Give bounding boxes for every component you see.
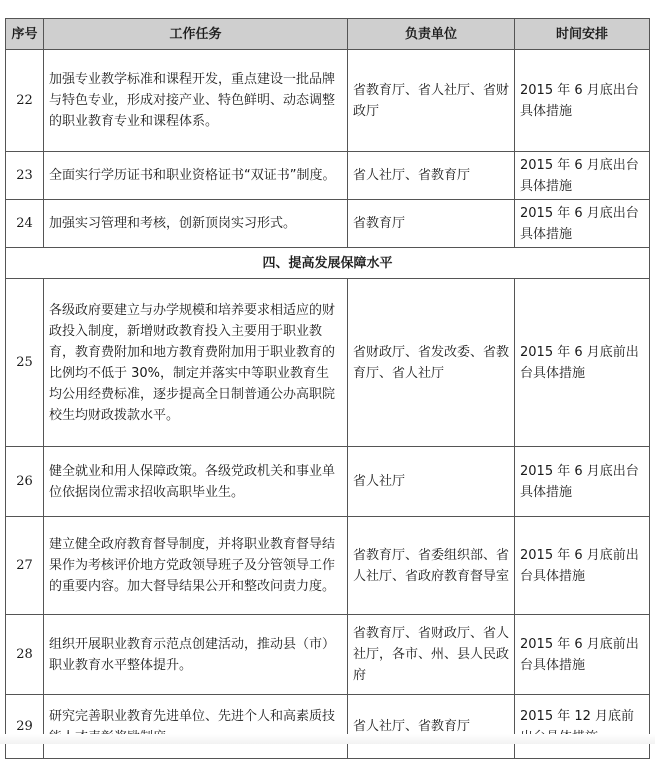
table-row [6, 695, 650, 759]
row-unit: 省教育厅 [348, 200, 515, 248]
row-task: 健全就业和用人保障政策。各级党政机关和事业单位依据岗位需求招收高职毕业生。 [44, 447, 348, 517]
row-task: 全面实行学历证书和职业资格证书“双证书”制度。 [44, 152, 348, 200]
row-no: 29 [6, 695, 44, 759]
row-no: 28 [6, 615, 44, 695]
row-no: 25 [6, 279, 44, 447]
section-heading: 四、提高发展保障水平 [6, 248, 650, 279]
row-unit: 省教育厅、省人社厅、省财政厅 [348, 50, 515, 152]
row-no: 24 [6, 200, 44, 248]
row-time: 2015 年 6 月底前出台具体措施 [515, 615, 650, 695]
table-header-row [6, 19, 650, 50]
row-no: 23 [6, 152, 44, 200]
row-time: 2015 年 6 月底出台具体措施 [515, 50, 650, 152]
section-heading-row [6, 248, 650, 279]
task-table [5, 18, 650, 759]
row-unit: 省人社厅、省教育厅 [348, 695, 515, 759]
table-row [6, 200, 650, 248]
header-no: 序号 [6, 19, 44, 50]
row-task: 加强专业教学标准和课程开发，重点建设一批品牌与特色专业，形成对接产业、特色鲜明、动态调整的职业教育专业和课程体系。 [44, 50, 348, 152]
table-row [6, 152, 650, 200]
row-time: 2015 年 6 月底出台具体措施 [515, 152, 650, 200]
row-task: 各级政府要建立与办学规模和培养要求相适应的财政投入制度，新增财政教育投入主要用于职业教育，教育费附加和地方教育费附加用于职业教育的比例均不低于 30%，制定并落实中等职业教育生均公用经费标准，逐步提高全日制普通公办高职院校生均财政拨款水平。 [44, 279, 348, 447]
row-unit: 省人社厅 [348, 447, 515, 517]
row-task: 建立健全政府教育督导制度，并将职业教育督导结果作为考核评价地方党政领导班子及分管领导工作的重要内容。加大督导结果公开和整改问责力度。 [44, 517, 348, 615]
row-unit: 省财政厅、省发改委、省教育厅、省人社厅 [348, 279, 515, 447]
row-unit: 省人社厅、省教育厅 [348, 152, 515, 200]
row-no: 27 [6, 517, 44, 615]
header-unit: 负责单位 [348, 19, 515, 50]
header-time: 时间安排 [515, 19, 650, 50]
row-task: 组织开展职业教育示范点创建活动，推动县（市）职业教育水平整体提升。 [44, 615, 348, 695]
table-row [6, 279, 650, 447]
page-bottom-edge [0, 734, 655, 744]
document-table-wrapper [5, 18, 650, 759]
row-task: 加强实习管理和考核，创新顶岗实习形式。 [44, 200, 348, 248]
row-no: 22 [6, 50, 44, 152]
row-time: 2015 年 6 月底前出台具体措施 [515, 517, 650, 615]
table-row [6, 615, 650, 695]
row-unit: 省教育厅、省委组织部、省人社厅、省政府教育督导室 [348, 517, 515, 615]
header-task: 工作任务 [44, 19, 348, 50]
row-task: 研究完善职业教育先进单位、先进个人和高素质技能人才表彰奖励制度。 [44, 695, 348, 759]
row-time: 2015 年 6 月底前出台具体措施 [515, 279, 650, 447]
row-no: 26 [6, 447, 44, 517]
row-unit: 省教育厅、省财政厅、省人社厅，各市、州、县人民政府 [348, 615, 515, 695]
table-row [6, 50, 650, 152]
table-row [6, 447, 650, 517]
table-row [6, 517, 650, 615]
row-time: 2015 年 6 月底出台具体措施 [515, 447, 650, 517]
row-time: 2015 年 12 月底前出台具体措施 [515, 695, 650, 759]
row-time: 2015 年 6 月底出台具体措施 [515, 200, 650, 248]
